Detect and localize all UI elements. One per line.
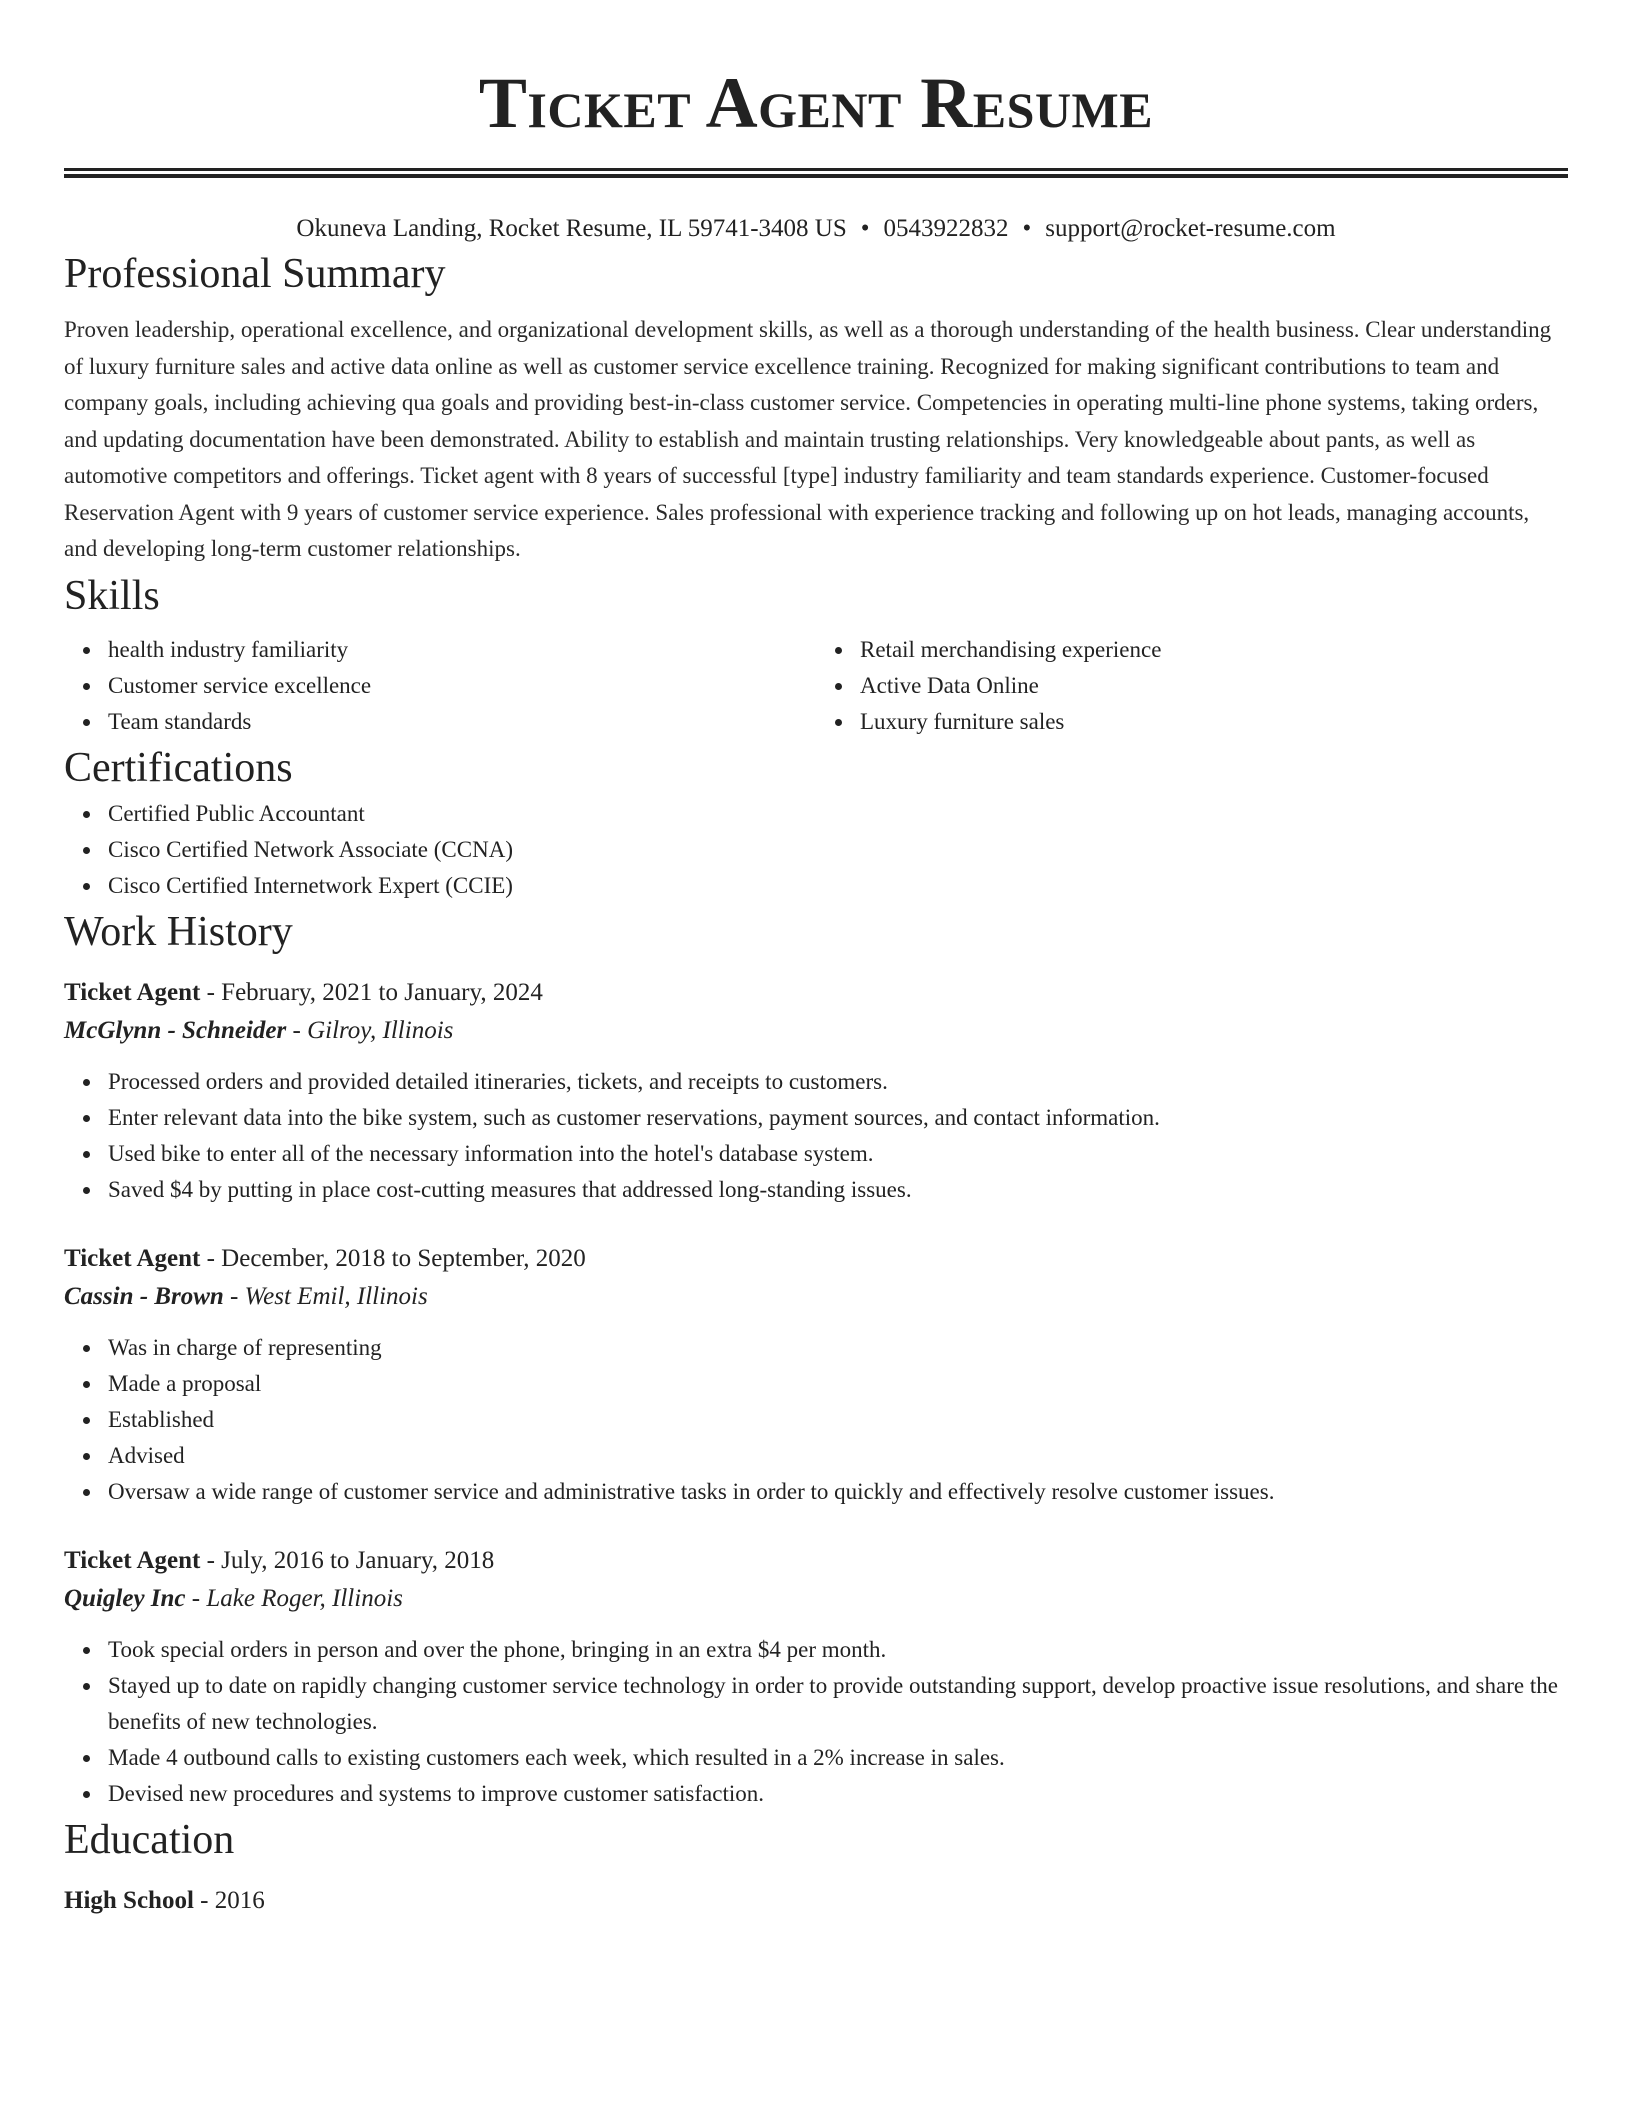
certifications-list	[64, 796, 1568, 904]
skill-item: Luxury furniture sales	[860, 704, 1568, 740]
education-dash: -	[193, 1886, 215, 1914]
certification-item: Certified Public Accountant	[108, 796, 1568, 832]
job-bullet: Devised new procedures and systems to improve customer satisfaction.	[108, 1776, 1568, 1812]
job-dates: December, 2018 to September, 2020	[221, 1244, 586, 1272]
certification-item: Cisco Certified Network Associate (CCNA)	[108, 832, 1568, 868]
contact-email: support@rocket-resume.com	[1045, 215, 1336, 242]
job-dash: -	[200, 1546, 222, 1574]
job-bullet: Saved $4 by putting in place cost-cutting measures that addressed long-standing issues.	[108, 1172, 1568, 1208]
job-dash: -	[185, 1584, 207, 1612]
job-title-line	[64, 974, 1568, 1012]
resume-title: Ticket Agent Resume	[478, 63, 1154, 143]
job-dates: February, 2021 to January, 2024	[221, 978, 543, 1006]
skills-columns	[64, 632, 1568, 740]
summary-heading: Professional Summary	[64, 251, 446, 297]
job-entry	[64, 1240, 1568, 1510]
skills-list-right	[816, 632, 1568, 740]
certification-item: Cisco Certified Internetwork Expert (CCIE)	[108, 868, 1568, 904]
education-entry	[64, 1882, 1568, 1920]
job-dash: -	[286, 1016, 308, 1044]
job-entry	[64, 1542, 1568, 1812]
job-role: Ticket Agent	[64, 1546, 201, 1574]
work-history-heading: Work History	[64, 908, 293, 955]
skill-item: Active Data Online	[860, 668, 1568, 704]
job-bullet: Used bike to enter all of the necessary information into the hotel's database system.	[108, 1136, 1568, 1172]
contact-separator: •	[860, 215, 870, 242]
job-title-line	[64, 1542, 1568, 1580]
job-bullet: Made 4 outbound calls to existing customers each week, which resulted in a 2% increase in sales.	[108, 1740, 1568, 1776]
job-company: McGlynn - Schneider	[64, 1016, 287, 1044]
job-bullets	[64, 1632, 1568, 1812]
contact-separator: •	[1022, 215, 1032, 242]
skills-heading: Skills	[64, 572, 160, 619]
job-bullet: Advised	[108, 1438, 1568, 1474]
job-location: Gilroy, Illinois	[307, 1016, 454, 1044]
job-bullet: Was in charge of representing	[108, 1330, 1568, 1366]
job-entry	[64, 974, 1568, 1208]
skill-item: Retail merchandising experience	[860, 632, 1568, 668]
contact-line	[64, 212, 1568, 246]
job-bullet: Stayed up to date on rapidly changing customer service technology in order to provide outstanding support, develop proactive issue resolutions, and share the benefits of new technologies.	[108, 1668, 1568, 1740]
job-dash: -	[200, 1244, 222, 1272]
job-company-line	[64, 1580, 1568, 1618]
contact-phone: 0543922832	[883, 215, 1009, 242]
job-bullet: Enter relevant data into the bike system, such as customer reservations, payment sources, and contact information.	[108, 1100, 1568, 1136]
job-dates: July, 2016 to January, 2018	[221, 1546, 495, 1574]
job-dash: -	[223, 1282, 245, 1310]
job-role: Ticket Agent	[64, 978, 201, 1006]
job-location: West Emil, Illinois	[244, 1282, 428, 1310]
job-company-line	[64, 1278, 1568, 1316]
job-bullet: Made a proposal	[108, 1366, 1568, 1402]
job-role: Ticket Agent	[64, 1244, 201, 1272]
skill-item: Customer service excellence	[108, 668, 816, 704]
education-year: 2016	[214, 1886, 265, 1914]
education-heading: Education	[64, 1816, 235, 1863]
education-degree: High School	[64, 1886, 194, 1914]
job-bullet: Oversaw a wide range of customer service and administrative tasks in order to quickly and effectively resolve customer issues.	[108, 1474, 1568, 1510]
job-bullet: Processed orders and provided detailed itineraries, tickets, and receipts to customers.	[108, 1064, 1568, 1100]
job-company: Quigley Inc	[64, 1584, 186, 1612]
skills-list-left	[64, 632, 816, 740]
contact-address: Okuneva Landing, Rocket Resume, IL 59741-3408 US	[296, 215, 847, 242]
job-bullets	[64, 1064, 1568, 1208]
job-bullet: Took special orders in person and over the phone, bringing in an extra $4 per month.	[108, 1632, 1568, 1668]
skill-item: health industry familiarity	[108, 632, 816, 668]
job-location: Lake Roger, Illinois	[206, 1584, 403, 1612]
job-bullets	[64, 1330, 1568, 1510]
certifications-heading: Certifications	[64, 744, 293, 791]
job-company-line	[64, 1012, 1568, 1050]
job-bullet: Established	[108, 1402, 1568, 1438]
summary-text: Proven leadership, operational excellence, and organizational development skills, as well as a thorough understanding of the health business. Clear understanding of luxury furniture sales and active data online as well as customer service excellence training. Recognized for making significant contributions to team and company goals, including achieving qua goals and providing best-in-class customer service. Competencies in operating multi-line phone systems, taking orders, and updating documentation have been demonstrated. Ability to establish and maintain trusting relationships. Very knowledgeable about pants, as well as automotive competitors and offerings. Ticket agent with 8 years of successful [type] industry familiarity and team standards experience. Customer-focused Reservation Agent with 9 years of customer service experience. Sales professional with experience tracking and following up on hot leads, managing accounts, and developing long-term customer relationships.	[64, 317, 1552, 561]
title-divider	[64, 168, 1568, 178]
skill-item: Team standards	[108, 704, 816, 740]
job-dash: -	[200, 978, 222, 1006]
job-title-line	[64, 1240, 1568, 1278]
job-company: Cassin - Brown	[64, 1282, 224, 1310]
